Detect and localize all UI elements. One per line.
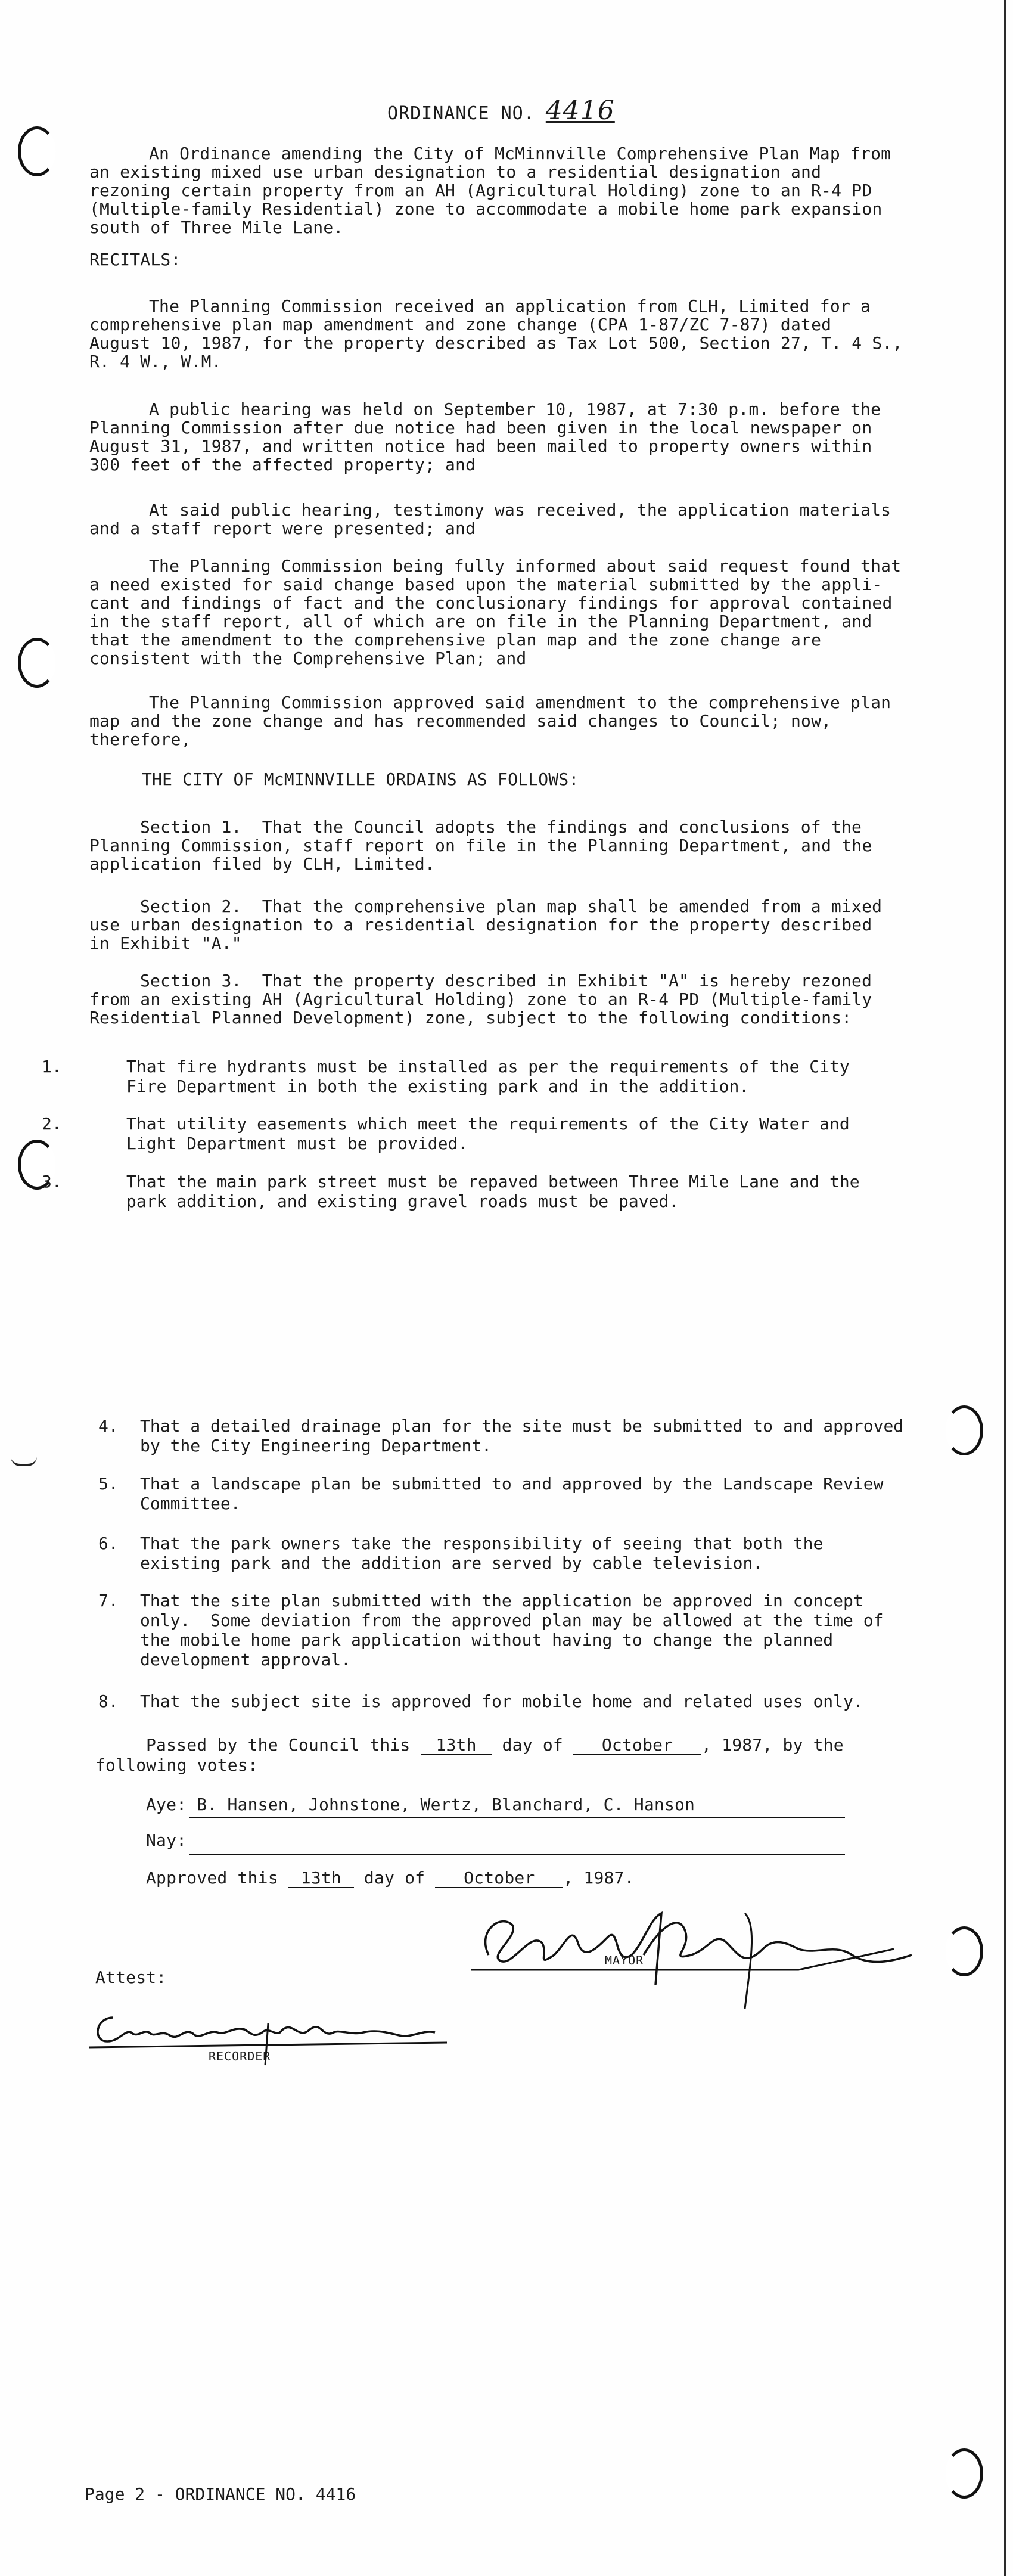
recital-3: At said public hearing, testimony was received, the application materials and a staff report were presented; and — [89, 500, 891, 538]
page-title — [387, 95, 615, 126]
condition-text: That the subject site is approved for mobile home and related uses only. — [140, 1692, 863, 1711]
page-footer: Page 2 - ORDINANCE NO. 4416 — [85, 2484, 356, 2504]
condition-text: That a detailed drainage plan for the site must be submitted to and approved by the City Engineering Department. — [140, 1416, 904, 1455]
condition-text: That fire hydrants must be installed as per the requirements of the City Fire Department in both the existing park and in the addition. — [126, 1057, 850, 1096]
condition-number: 8. — [98, 1692, 119, 1711]
passed-day: 13th — [421, 1736, 492, 1755]
condition-number: 3. — [42, 1172, 62, 1191]
recital-5: The Planning Commission approved said amendment to the comprehensive plan map and the zone change and has recommended said changes to Council; now, therefore, — [89, 693, 891, 749]
condition-text: That a landscape plan be submitted to and approved by the Landscape Review Committee. — [140, 1474, 884, 1513]
condition-5 — [98, 1474, 933, 1516]
passed-line-2: following votes: — [95, 1755, 258, 1775]
condition-2 — [42, 1114, 906, 1156]
page-edge-line — [1004, 0, 1006, 2576]
condition-3 — [42, 1172, 906, 1213]
punch-hole-icon — [945, 1405, 983, 1455]
approved-day: 13th — [288, 1869, 354, 1888]
section-1: Section 1. That the Council adopts the findings and conclusions of the Planning Commission, staff report on file in the Planning Department, and the application filed by CLH, Limited. — [89, 817, 872, 874]
approved-prefix: Approved this — [146, 1868, 278, 1888]
recital-4: The Planning Commission being fully informed about said request found that a need existed for said change based upon the material submitted by the appli- cant and findings of fact and the conclusionary findings for approval contained in the staff report, all of which are on file in the Planning Department, and that the amendment to the comprehensive plan map and the zone change are consistent with the Comprehensive Plan; and — [89, 556, 902, 668]
aye-value: B. Hansen, Johnstone, Wertz, Blanchard, C. Hanson — [197, 1795, 695, 1814]
recorder-signature — [89, 2006, 459, 2071]
condition-text: That the main park street must be repaved between Three Mile Lane and the park addition, and existing gravel roads must be paved. — [126, 1172, 860, 1211]
condition-text: That the site plan submitted with the application be approved in concept only. Some deviation from the approved plan may be allowed at the time of the mobile home park application without having to change the planned development approval. — [140, 1591, 884, 1669]
ordains-statement: THE CITY OF McMINNVILLE ORDAINS AS FOLLOWS: — [142, 769, 579, 789]
condition-1 — [42, 1057, 906, 1098]
nay-row — [146, 1831, 197, 1849]
punch-hole-icon — [18, 638, 56, 688]
recital-1: The Planning Commission received an application from CLH, Limited for a comprehensive plan map amendment and zone change (CPA 1-87/ZC 7-87) dated August 10, 1987, for the property described as Tax Lot 500, Section 27, T. 4 S., R. 4 W., W.M. — [89, 296, 903, 371]
recorder-label: RECORDER — [209, 2049, 271, 2063]
mayor-label: MAYOR — [605, 1953, 644, 1967]
nay-line — [189, 1854, 845, 1855]
punch-hole-icon — [945, 2448, 983, 2499]
aye-row — [146, 1795, 695, 1814]
condition-4 — [98, 1416, 933, 1458]
title-label: ORDINANCE NO. — [387, 103, 535, 124]
condition-number: 5. — [98, 1474, 119, 1494]
punch-hole-icon — [18, 126, 56, 176]
condition-number: 7. — [98, 1591, 119, 1610]
condition-number: 4. — [98, 1416, 119, 1436]
approved-day-of: day of — [363, 1868, 425, 1888]
attest-label: Attest: — [95, 1967, 167, 1987]
nay-label: Nay: — [146, 1830, 187, 1850]
section-2: Section 2. That the comprehensive plan map shall be amended from a mixed use urban designation to a residential designation for the property described in Exhibit "A." — [89, 896, 883, 953]
condition-6 — [98, 1534, 933, 1575]
ordinance-number: 4416 — [545, 95, 615, 126]
condition-7 — [98, 1591, 933, 1674]
passed-statement — [146, 1736, 844, 1755]
condition-number: 2. — [42, 1114, 62, 1134]
condition-text: That the park owners take the responsibility of seeing that both the existing park and the addition are served by cable television. — [140, 1534, 824, 1573]
punch-hole-icon — [945, 1926, 983, 1976]
condition-text: That utility easements which meet the requirements of the City Water and Light Department must be provided. — [126, 1114, 850, 1153]
scan-mark — [11, 1457, 37, 1466]
preamble: An Ordinance amending the City of McMinnville Comprehensive Plan Map from an existing mixed use urban designation to a residential designation and rezoning certain property from an AH (Agricultural Holding) zone to an R-4 PD (Multiple-family Residential) zone to accommodate a mobile home park expansion south of Three Mile Lane. — [89, 144, 891, 237]
approved-statement — [146, 1869, 635, 1888]
passed-suffix: , 1987, by the — [701, 1735, 844, 1755]
passed-day-of: day of — [502, 1735, 563, 1755]
aye-label: Aye: — [146, 1795, 187, 1814]
section-3: Section 3. That the property described in Exhibit "A" is hereby rezoned from an existing AH (Agricultural Holding) zone to an R-4 PD (Multiple-family Residential Planned Development) zone, subject to the following conditions: — [89, 971, 872, 1028]
approved-suffix: , 1987. — [563, 1868, 635, 1888]
approved-month: October — [435, 1869, 563, 1888]
mayor-signature — [465, 1889, 918, 2021]
passed-month: October — [573, 1736, 701, 1755]
condition-number: 1. — [42, 1057, 62, 1076]
passed-prefix: Passed by the Council this — [146, 1735, 411, 1755]
condition-number: 6. — [98, 1534, 119, 1553]
recital-2: A public hearing was held on September 10, 1987, at 7:30 p.m. before the Planning Commission after due notice had been given in the local newspaper on August 31, 1987, and written notice had been mailed to property owners within 300 feet of the affected property; and — [89, 399, 881, 474]
aye-line — [189, 1817, 845, 1818]
recitals-heading: RECITALS: — [89, 250, 181, 269]
condition-8 — [98, 1692, 933, 1715]
